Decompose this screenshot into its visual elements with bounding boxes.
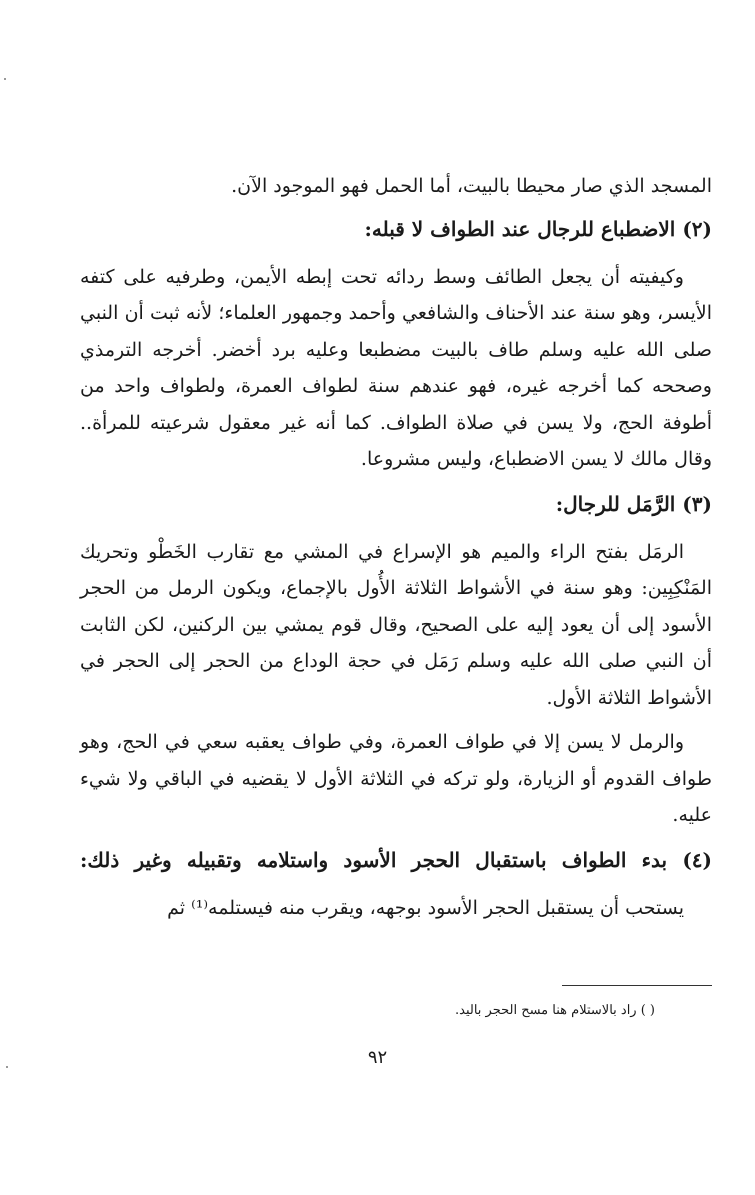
scan-speck-left-top	[4, 78, 6, 80]
paragraph-raml-definition: الرمَل بفتح الراء والميم هو الإسراع في المشي مع تقارب الخَطْو وتحريك المَنْكِبِين: وهو سنة في الأشواط الثلاثة الأُول بالإجماع، ويكون الرمل من الحجر الأسود إلى أن يعود إليه على الصحيح، وقال قوم يمشي بين الركنين، لكن الثابت أن النبي صلى الله عليه وسلم رَمَل في حجة الوداع من الحجر إلى الحجر في الأشواط الثلاثة الأول.	[80, 540, 712, 709]
page-number: ٩٢	[367, 1047, 388, 1068]
intro-line: المسجد الذي صار محيطا بالبيت، أما الحمل فهو الموجود الآن.	[231, 175, 712, 197]
page-body	[80, 168, 712, 934]
section-heading-2: (٢) الاضطباع للرجال عند الطواف لا قبله:	[364, 216, 712, 241]
paragraph-idtiba: وكيفيته أن يجعل الطائف وسط ردائه تحت إبطه الأيمن، وطرفيه على كتفه الأيسر، وهو سنة عند الأحناف والشافعي وأحمد وجمهور العلماء؛ لأنه ثبت أن النبي صلى الله عليه وسلم طاف بالبيت مضطبعا وعليه برد أخضر. أخرجه الترمذي وصححه كما أخرجه غيره، فهو عندهم سنة لطواف العمرة، ولطواف واحد من أطوفة الحج، ولا يسن في صلاة الطواف. كما أنه غير معقول شرعيته للمرأة.. وقال مالك لا يسن الاضطباع، وليس مشروعا.	[80, 265, 712, 470]
footnote-divider	[562, 985, 712, 986]
scan-speck-left-bottom	[6, 1066, 8, 1068]
footnote: ( ) راد بالاستلام هنا مسح الحجر باليد.	[454, 1003, 655, 1018]
section-heading-3: (٣) الرَّمَل للرجال:	[555, 491, 712, 516]
section-heading-4: (٤) بدء الطواف باستقبال الحجر الأسود واستلامه وتقبيله وغير ذلك:	[80, 847, 712, 872]
paragraph-raml-rules: والرمل لا يسن إلا في طواف العمرة، وفي طواف يعقبه سعي في الحج، وهو طواف القدوم أو الزيارة، ولو تركه في الثلاثة الأول لا يقضيه في الباقي ولا شيء عليه.	[80, 731, 712, 826]
paragraph-black-stone: يستحب أن يستقبل الحجر الأسود بوجهه، ويقرب منه فيستلمه⁽¹⁾ ثم	[167, 896, 684, 919]
